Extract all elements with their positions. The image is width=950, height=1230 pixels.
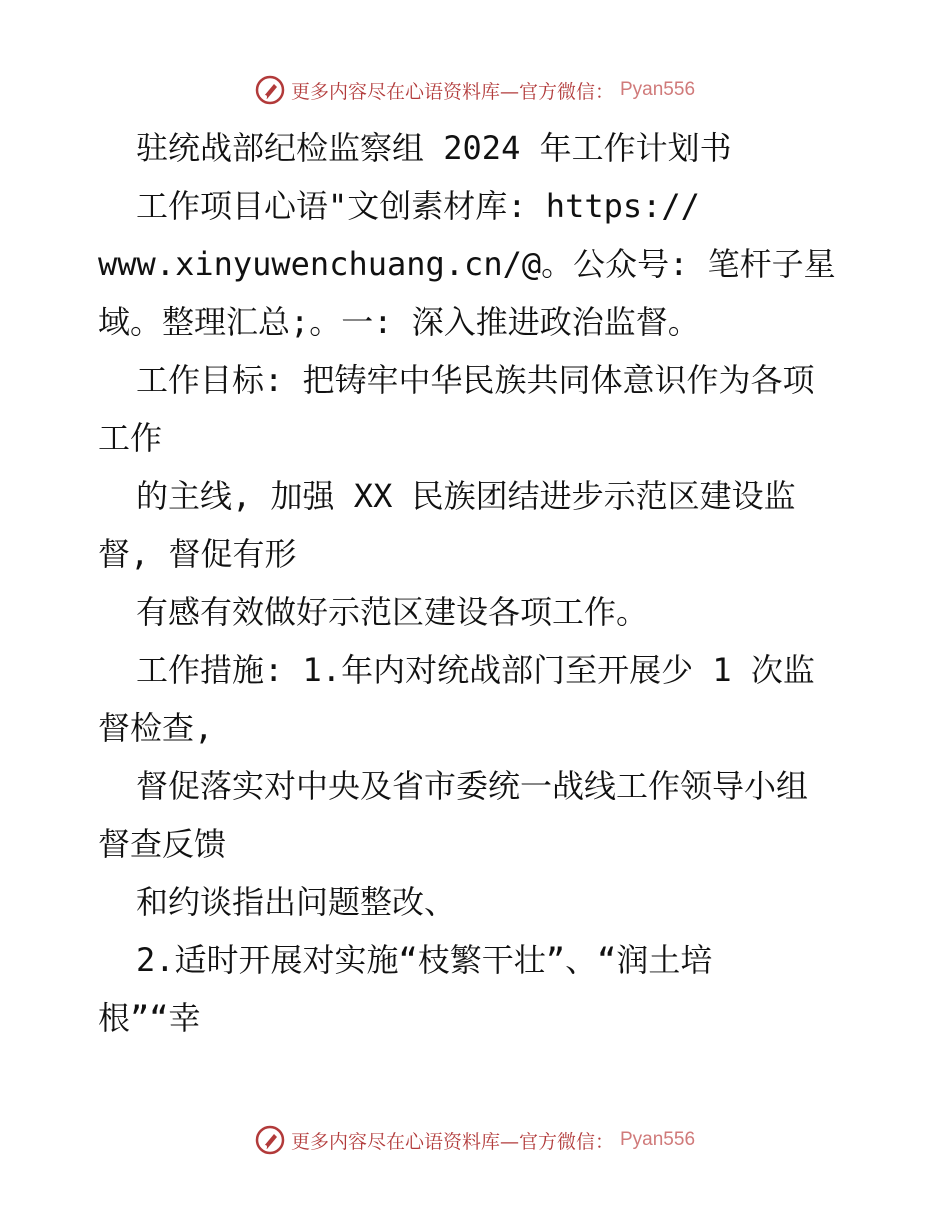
pen-nib-logo-icon <box>255 1125 285 1155</box>
text-line: 工作措施: 1.年内对统战部门至开展少 1 次监 <box>136 651 815 689</box>
text-line: 2.适时开展对实施“枝繁干壮”、“润土培 <box>136 941 713 979</box>
text-line: www.xinyuwenchuang.cn/@。公众号: 笔杆子星 <box>98 245 836 283</box>
text-line: 工作目标: 把铸牢中华民族共同体意识作为各项 <box>136 361 815 399</box>
watermark-text: 更多内容尽在心语资料库—官方微信： <box>290 1130 614 1153</box>
text-line: 域。整理汇总;。一: 深入推进政治监督。 <box>98 303 700 341</box>
text-line: 有感有效做好示范区建设各项工作。 <box>136 593 649 631</box>
text-line: 工作项目心语"文创素材库: https:// <box>136 187 700 225</box>
watermark-content <box>255 1125 695 1155</box>
watermark-text: 更多内容尽在心语资料库—官方微信： <box>290 80 614 103</box>
document-title: 驻统战部纪检监察组 2024 年工作计划书 <box>136 129 732 167</box>
watermark-banner-bottom <box>0 1118 950 1162</box>
text-line: 督查反馈 <box>98 825 227 863</box>
watermark-contact: Pyan556 <box>620 1129 696 1150</box>
text-line: 根”“幸 <box>98 999 201 1037</box>
text-line: 督检查, <box>98 709 214 747</box>
text-line: 督, 督促有形 <box>98 535 297 573</box>
text-line: 工作 <box>98 419 163 457</box>
text-line: 和约谈指出问题整改、 <box>136 883 457 921</box>
text-line: 的主线, 加强 XX 民族团结进步示范区建设监 <box>136 477 796 515</box>
text-line: 督促落实对中央及省市委统一战线工作领导小组 <box>136 767 809 805</box>
watermark-contact: Pyan556 <box>620 79 696 100</box>
